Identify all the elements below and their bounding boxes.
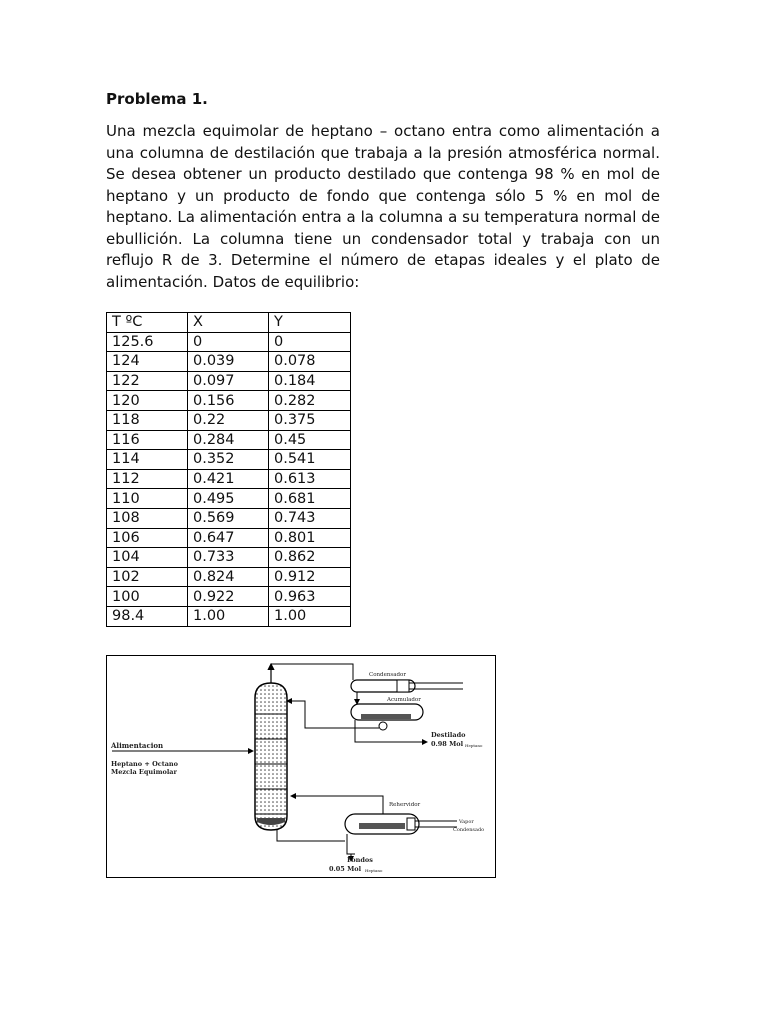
cell-temperature: 108: [107, 508, 188, 528]
cell-temperature: 122: [107, 371, 188, 391]
distillation-diagram: [106, 655, 496, 878]
cell-x: 0.156: [188, 391, 269, 411]
cell-x: 0.922: [188, 587, 269, 607]
cell-x: 0.647: [188, 528, 269, 548]
cell-temperature: 98.4: [107, 606, 188, 626]
cell-x: 0.039: [188, 352, 269, 372]
table-row: [107, 450, 351, 470]
cell-temperature: 112: [107, 469, 188, 489]
cell-y: 1.00: [269, 606, 351, 626]
feed-title: Alimentacion: [111, 741, 164, 750]
cell-x: 0.097: [188, 371, 269, 391]
cell-y: 0.743: [269, 508, 351, 528]
cell-x: 0.22: [188, 410, 269, 430]
condenser: [351, 680, 463, 692]
cell-y: 0.541: [269, 450, 351, 470]
cell-temperature: 125.6: [107, 332, 188, 352]
cell-y: 0.45: [269, 430, 351, 450]
distillate-sub: Heptano: [465, 743, 483, 748]
distillation-column: [255, 683, 287, 830]
distillation-flowsheet: [107, 656, 495, 877]
problem-statement: Una mezcla equimolar de heptano – octano entra como alimentación a una columna de destilación que trabaja a la presión atmosférica normal. Se desea obtener un producto destilado que contenga 98 % en mol de heptano y un producto de fondo que contenga sólo 5 % en mol de heptano. La alimentación entra a la columna a su temperatura normal de ebullición. La columna tiene un condensador total y trabaja con un reflujo R de 3. Determine el número de etapas ideales y el plato de alimentación. Datos de equilibrio:: [106, 122, 660, 291]
equilibrium-table: [106, 312, 351, 627]
reboiler-label: Rehervidor: [389, 802, 421, 808]
cell-y: 0.613: [269, 469, 351, 489]
cell-temperature: 118: [107, 410, 188, 430]
table-row: [107, 548, 351, 568]
header-x: X: [188, 313, 269, 333]
cell-temperature: 114: [107, 450, 188, 470]
cell-x: 0.824: [188, 567, 269, 587]
feed-line1: Heptano + Octano: [111, 760, 178, 768]
cell-y: 0.963: [269, 587, 351, 607]
condenser-label: Condensador: [369, 672, 406, 678]
table-row: [107, 430, 351, 450]
cell-y: 0.375: [269, 410, 351, 430]
table-row: [107, 567, 351, 587]
cell-temperature: 104: [107, 548, 188, 568]
condensate-label: Condensado: [453, 827, 485, 833]
bottoms-sub: Heptano: [365, 868, 383, 873]
header-y: Y: [269, 313, 351, 333]
cell-x: 0.421: [188, 469, 269, 489]
bottoms-value: 0.05 Mol: [329, 865, 362, 873]
cell-temperature: 100: [107, 587, 188, 607]
cell-temperature: 120: [107, 391, 188, 411]
table-row: [107, 489, 351, 509]
table-row: [107, 410, 351, 430]
reboiler: [345, 814, 457, 834]
cell-temperature: 116: [107, 430, 188, 450]
table-row: [107, 352, 351, 372]
table-row: [107, 587, 351, 607]
header-temperature: T ºC: [107, 313, 188, 333]
cell-x: 0.352: [188, 450, 269, 470]
feed-line2: Mezcla Equimolar: [111, 768, 177, 776]
table-row: [107, 606, 351, 626]
table-row: [107, 469, 351, 489]
cell-temperature: 102: [107, 567, 188, 587]
distillate-value: 0.98 Mol: [431, 740, 464, 748]
cell-y: 0: [269, 332, 351, 352]
accumulator-label: Acumulador: [387, 697, 421, 703]
table-row: [107, 332, 351, 352]
cell-y: 0.184: [269, 371, 351, 391]
cell-x: 0.495: [188, 489, 269, 509]
cell-y: 0.801: [269, 528, 351, 548]
cell-temperature: 106: [107, 528, 188, 548]
cell-y: 0.681: [269, 489, 351, 509]
cell-x: 0.569: [188, 508, 269, 528]
table-row: [107, 371, 351, 391]
steam-label: Vapor: [459, 819, 474, 825]
cell-y: 0.282: [269, 391, 351, 411]
table-row: [107, 391, 351, 411]
cell-y: 0.862: [269, 548, 351, 568]
problem-title: Problema 1.: [106, 90, 208, 108]
cell-temperature: 124: [107, 352, 188, 372]
distillate-title: Destilado: [431, 731, 466, 739]
cell-x: 0.284: [188, 430, 269, 450]
cell-y: 0.078: [269, 352, 351, 372]
table-row: [107, 508, 351, 528]
cell-temperature: 110: [107, 489, 188, 509]
cell-x: 0: [188, 332, 269, 352]
cell-x: 0.733: [188, 548, 269, 568]
accumulator: [351, 704, 423, 730]
cell-x: 1.00: [188, 606, 269, 626]
table-row: [107, 528, 351, 548]
table-header-row: [107, 313, 351, 333]
bottoms-title: Fondos: [347, 856, 373, 864]
cell-y: 0.912: [269, 567, 351, 587]
